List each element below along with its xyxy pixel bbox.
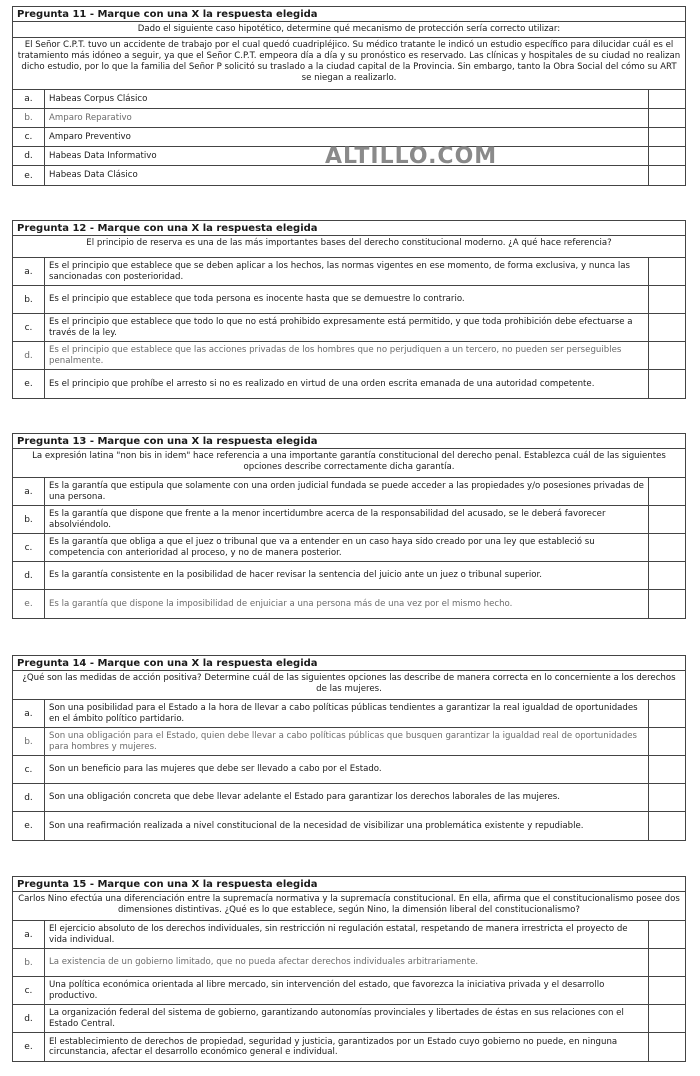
answer-box[interactable] [649, 700, 685, 727]
option-letter: c. [13, 314, 45, 341]
option-text: Es el principio que prohíbe el arresto si no es realizado en virtud de una orden escrita emanada de una autoridad competente. [45, 370, 649, 398]
answer-box[interactable] [649, 342, 685, 369]
option-d [13, 784, 685, 812]
option-text: Es el principio que establece que las acciones privadas de los hombres que no perjudiquen a un tercero, no pueden ser perseguibles penalmente. [45, 342, 649, 369]
answer-box[interactable] [649, 370, 685, 398]
question-12 [12, 220, 686, 399]
option-text: Son una obligación para el Estado, quien debe llevar a cabo políticas públicas que busquen garantizar la igualdad real de oportunidades para hombres y mujeres. [45, 728, 649, 755]
option-letter: c. [13, 756, 45, 783]
option-b [13, 728, 685, 756]
answer-box[interactable] [649, 166, 685, 185]
question-stem: El principio de reserva es una de las más importantes bases del derecho constitucional moderno. ¿A qué hace referencia? [13, 236, 685, 258]
answer-box[interactable] [649, 90, 685, 108]
question-stem: Carlos Nino efectúa una diferenciación entre la supremacía normativa y la supremacía constitucional. En ella, afirma que el constitucionalismo posee dos dimensiones distintivas. ¿Qué es lo que establece, según Nino, la dimensión liberal del constitucionalismo? [13, 892, 685, 921]
option-text: Son una obligación concreta que debe llevar adelante el Estado para garantizar los derechos laborales de las mujeres. [45, 784, 649, 811]
option-letter: d. [13, 784, 45, 811]
option-text: Es la garantía que dispone la imposibilidad de enjuiciar a una persona más de una vez por el mismo hecho. [45, 590, 649, 618]
option-letter: b. [13, 949, 45, 976]
option-c [13, 314, 685, 342]
question-stem: La expresión latina "non bis in idem" hace referencia a una importante garantía constitucional del derecho penal. Establezca cuál de las siguientes opciones describe correctamente dicha garantía. [13, 449, 685, 478]
option-text: Amparo Preventivo [45, 128, 649, 146]
option-e [13, 812, 685, 840]
question-intro: Dado el siguiente caso hipotético, determine qué mecanismo de protección sería correcto utilizar: [13, 22, 685, 38]
answer-box[interactable] [649, 728, 685, 755]
option-letter: d. [13, 562, 45, 589]
option-text: Son una posibilidad para el Estado a la hora de llevar a cabo políticas públicas tendientes a garantizar la real igualdad de oportunidades en el ámbito político partidario. [45, 700, 649, 727]
option-text: Es la garantía consistente en la posibilidad de hacer revisar la sentencia del juicio ante un juez o tribunal superior. [45, 562, 649, 589]
option-letter: d. [13, 147, 45, 165]
option-text: Es el principio que establece que todo lo que no está prohibido expresamente está permitido, y que toda prohibición debe efectuarse a través de la ley. [45, 314, 649, 341]
option-a [13, 90, 685, 109]
option-letter: e. [13, 370, 45, 398]
option-text: Es la garantía que estipula que solamente con una orden judicial fundada se puede acceder a las propiedades y/o posesiones privadas de una persona. [45, 478, 649, 505]
option-e [13, 370, 685, 398]
answer-box[interactable] [649, 534, 685, 561]
option-letter: e. [13, 166, 45, 185]
answer-box[interactable] [649, 258, 685, 285]
option-text: Son una reafirmación realizada a nivel constitucional de la necesidad de visibilizar una problemática existente y repudiable. [45, 812, 649, 840]
option-text: Habeas Data Clásico [45, 166, 649, 185]
option-text: El establecimiento de derechos de propiedad, seguridad y justicia, garantizados por un Estado cuyo gobierno no puede, en ninguna circunstancia, afectar el desarrollo económico general e individual. [45, 1033, 649, 1061]
option-e [13, 1033, 685, 1061]
option-letter: a. [13, 90, 45, 108]
option-letter: b. [13, 506, 45, 533]
option-b [13, 109, 685, 128]
answer-box[interactable] [649, 949, 685, 976]
question-13 [12, 433, 686, 619]
option-letter: e. [13, 590, 45, 618]
question-header: Pregunta 13 - Marque con una X la respuesta elegida [13, 434, 685, 449]
option-text: Es la garantía que obliga a que el juez o tribunal que va a entender en un caso haya sido creado por una ley que estableció su competencia con anterioridad al proceso, y no de manera posterior. [45, 534, 649, 561]
option-letter: c. [13, 534, 45, 561]
option-d [13, 342, 685, 370]
option-letter: c. [13, 977, 45, 1004]
answer-box[interactable] [649, 562, 685, 589]
answer-box[interactable] [649, 109, 685, 127]
option-letter: d. [13, 1005, 45, 1032]
question-stem: ¿Qué son las medidas de acción positiva? Determine cuál de las siguientes opciones las describe de manera correcta en lo concerniente a los derechos de las mujeres. [13, 671, 685, 700]
option-c [13, 756, 685, 784]
option-letter: d. [13, 342, 45, 369]
answer-box[interactable] [649, 1033, 685, 1061]
answer-box[interactable] [649, 590, 685, 618]
watermark: ALTILLO.COM [325, 144, 498, 169]
option-text: Amparo Reparativo [45, 109, 649, 127]
answer-box[interactable] [649, 977, 685, 1004]
answer-box[interactable] [649, 921, 685, 948]
answer-box[interactable] [649, 812, 685, 840]
question-14 [12, 655, 686, 841]
option-a [13, 258, 685, 286]
option-letter: b. [13, 109, 45, 127]
option-letter: a. [13, 700, 45, 727]
option-c [13, 977, 685, 1005]
option-b [13, 949, 685, 977]
question-stem: El Señor C.P.T. tuvo un accidente de trabajo por el cual quedó cuadripléjico. Su médico tratante le indicó un estudio específico para dilucidar cuál es el tratamiento más idóneo a seguir, ya que el Señor C.P.T. empeora día a día y su pronóstico es reservado. Las clínicas y hospitales de su ciudad no realizan dicho estudio, por lo que la familia del Señor P solicitó su traslado a la ciudad capital de la Provincia. Sin embargo, tanto la Obra Social del cómo su ART se niegan a realizarlo. [13, 38, 685, 90]
answer-box[interactable] [649, 147, 685, 165]
option-letter: c. [13, 128, 45, 146]
option-text: Habeas Data Informativo [45, 147, 649, 165]
option-b [13, 286, 685, 314]
question-15 [12, 876, 686, 1062]
option-d [13, 1005, 685, 1033]
option-text: Es el principio que establece que se deben aplicar a los hechos, las normas vigentes en ese momento, de forma exclusiva, y nunca las sancionadas con posterioridad. [45, 258, 649, 285]
option-letter: a. [13, 478, 45, 505]
option-b [13, 506, 685, 534]
answer-box[interactable] [649, 478, 685, 505]
question-header: Pregunta 11 - Marque con una X la respuesta elegida [13, 7, 685, 22]
question-header: Pregunta 15 - Marque con una X la respuesta elegida [13, 877, 685, 892]
answer-box[interactable] [649, 784, 685, 811]
option-text: Una política económica orientada al libre mercado, sin intervención del estado, que favorezca la iniciativa privada y el desarrollo productivo. [45, 977, 649, 1004]
option-letter: e. [13, 1033, 45, 1061]
answer-box[interactable] [649, 506, 685, 533]
option-letter: e. [13, 812, 45, 840]
option-a [13, 921, 685, 949]
question-header: Pregunta 12 - Marque con una X la respuesta elegida [13, 221, 685, 236]
option-e [13, 590, 685, 618]
answer-box[interactable] [649, 756, 685, 783]
option-text: Es la garantía que dispone que frente a la menor incertidumbre acerca de la responsabilidad del acusado, se le deberá favorecer absolviéndolo. [45, 506, 649, 533]
option-letter: a. [13, 921, 45, 948]
answer-box[interactable] [649, 128, 685, 146]
option-a [13, 700, 685, 728]
answer-box[interactable] [649, 314, 685, 341]
option-c [13, 534, 685, 562]
option-text: Es el principio que establece que toda persona es inocente hasta que se demuestre lo contrario. [45, 286, 649, 313]
question-header: Pregunta 14 - Marque con una X la respuesta elegida [13, 656, 685, 671]
option-a [13, 478, 685, 506]
option-text: Habeas Corpus Clásico [45, 90, 649, 108]
option-text: Son un beneficio para las mujeres que debe ser llevado a cabo por el Estado. [45, 756, 649, 783]
option-text: El ejercicio absoluto de los derechos individuales, sin restricción ni regulación estatal, respetando de manera irrestricta el proyecto de vida individual. [45, 921, 649, 948]
answer-box[interactable] [649, 1005, 685, 1032]
option-letter: b. [13, 728, 45, 755]
option-text: La organización federal del sistema de gobierno, garantizando autonomías provinciales y libertades de éstas en sus relaciones con el Estado Central. [45, 1005, 649, 1032]
option-letter: b. [13, 286, 45, 313]
option-letter: a. [13, 258, 45, 285]
answer-box[interactable] [649, 286, 685, 313]
option-text: La existencia de un gobierno limitado, que no pueda afectar derechos individuales arbitrariamente. [45, 949, 649, 976]
option-d [13, 562, 685, 590]
